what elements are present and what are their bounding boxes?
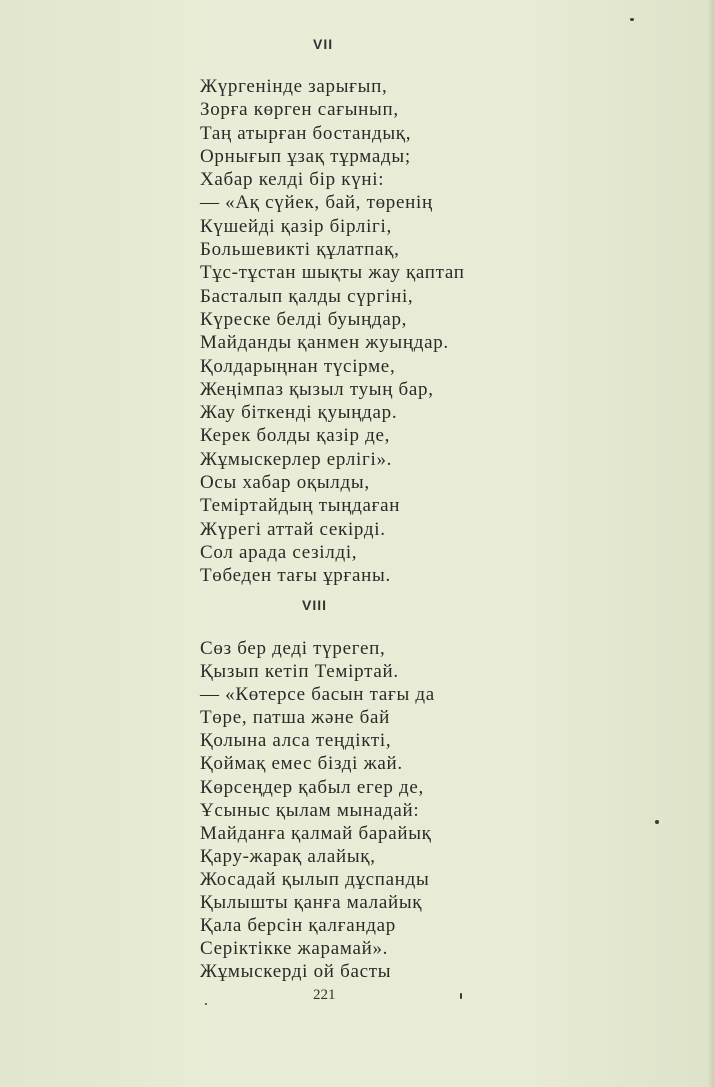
poem-line: — «Көтерсе басын тағы да [200, 684, 435, 706]
poem-line: Жүрегі аттай секірді. [200, 518, 386, 540]
poem-line: Осы хабар оқылды, [200, 472, 370, 494]
poem-line: Хабар келді бір күні: [200, 169, 385, 191]
poem-line: Керек болды қазір де, [200, 425, 391, 447]
poem-line: Теміртайдың тыңдаған [200, 495, 401, 517]
page-edge-shadow [708, 0, 714, 1087]
poem-line: Майданды қанмен жуыңдар. [200, 332, 449, 354]
section-heading-viii: VIII [302, 597, 328, 613]
poem-line: Қолына алса теңдікті, [200, 730, 392, 752]
poem-line: Таң атырған бостандық, [200, 122, 412, 144]
poem-line: Ұсыныс қылам мынадай: [200, 799, 420, 821]
poem-line: Майданға қалмай барайық [200, 822, 432, 844]
ink-speck [655, 820, 659, 824]
poem-line: Басталып қалды сүргіні, [200, 285, 414, 307]
poem-line: — «Ақ сүйек, бай, төренің [200, 192, 433, 214]
poem-line: Жау біткенді қуыңдар. [200, 402, 398, 424]
poem-line: Қару-жарақ алайық, [200, 845, 376, 867]
poem-line: Большевикті құлатпақ, [200, 239, 400, 261]
page-number: 221 [313, 987, 336, 1003]
poem-line: Тұс-тұстан шықты жау қаптап [200, 262, 465, 284]
poem-line: Күшейді қазір бірлігі, [200, 215, 392, 237]
section-heading-vii: VII [313, 36, 334, 52]
poem-line: Зорға көрген сағынып, [200, 99, 399, 121]
poem-line: Орнығып ұзақ тұрмады; [200, 145, 411, 167]
poem-line: Қоймақ емес бізді жай. [200, 753, 403, 775]
poem-line: Қала берсін қалғандар [200, 915, 396, 937]
poem-line: Серіктікке жарамай». [200, 938, 389, 960]
poem-line: Қызып кетіп Теміртай. [200, 661, 399, 683]
ink-speck [630, 18, 634, 21]
poem-line: Сол арада сезілді, [200, 541, 358, 563]
poem-section-viii [200, 637, 435, 983]
poem-line: Төре, патша және бай [200, 707, 390, 729]
poem-line: Сөз бер деді түрегеп, [200, 638, 386, 659]
poem-line: Қылышты қанға малайық [200, 892, 423, 914]
ink-speck [460, 993, 462, 999]
poem-line: Қолдарыңнан түсірме, [200, 355, 396, 377]
poem-line: Жеңімпаз қызыл туың бар, [200, 378, 434, 400]
poem-line: Жұмыскерді ой басты [200, 961, 392, 983]
poem-line: Жосадай қылып дұспанды [200, 868, 430, 890]
poem-line: Жүргенінде зарығып, [200, 76, 388, 97]
poem-line: Көрсеңдер қабыл егер де, [200, 776, 424, 798]
poem-section-vii [200, 75, 465, 588]
poem-line: Күреске белді буыңдар, [200, 308, 408, 330]
poem-line: Төбеден тағы ұрғаны. [200, 565, 391, 587]
ink-speck [205, 1003, 207, 1005]
poem-line: Жұмыскерлер ерлігі». [200, 448, 393, 470]
